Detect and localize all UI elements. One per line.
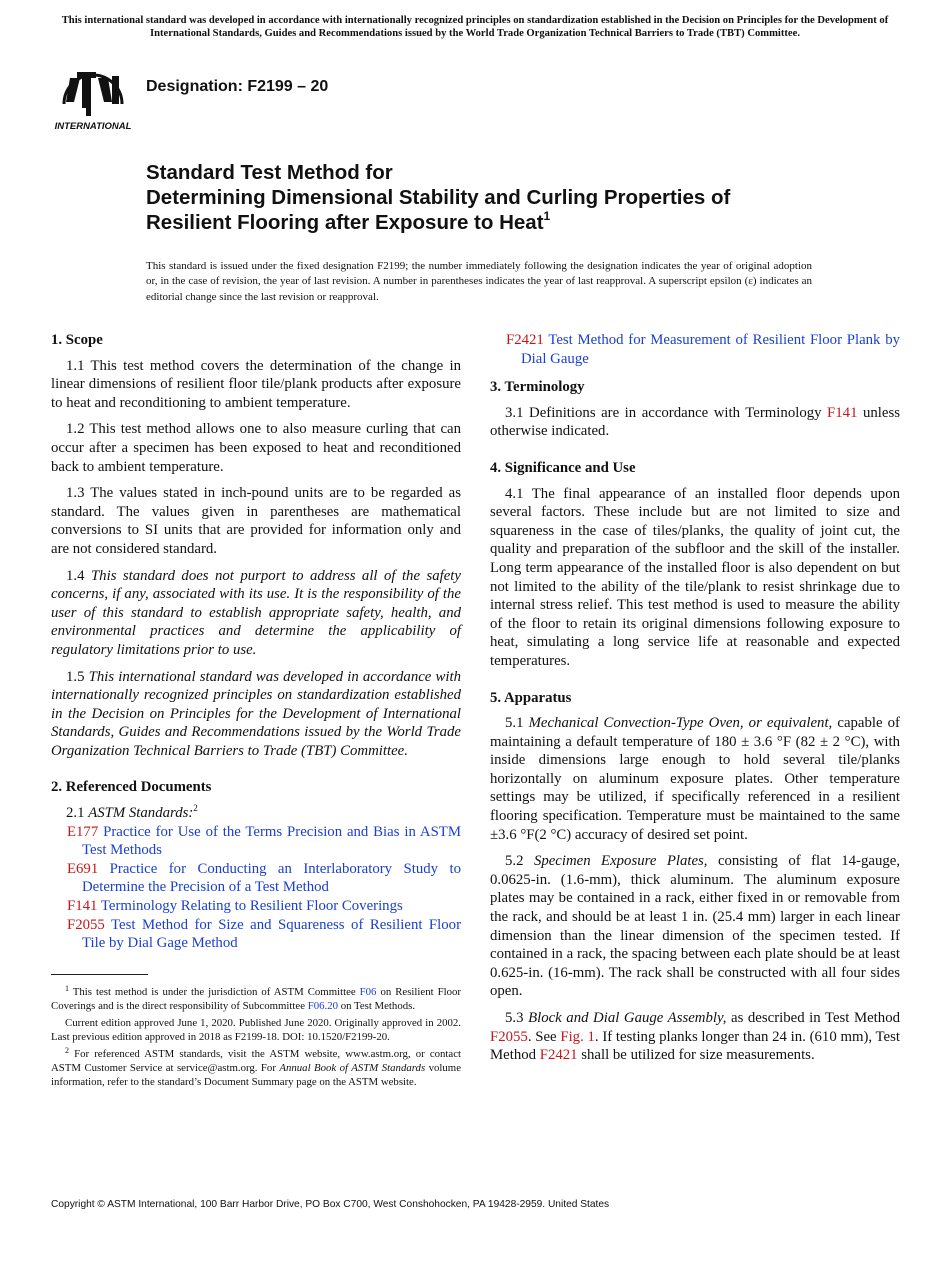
document-title (146, 160, 886, 235)
ref-f2421[interactable]: F2421 Test Method for Measurement of Resilient Floor Plank by Dial Gauge (506, 332, 900, 367)
scope-1-2: 1.2 This test method allows one to also measure curling that can occur after a specimen has been exposed to heat and reconditioned back to ambient temperature. (51, 421, 461, 475)
footnotes (51, 986, 461, 1093)
ref-e691[interactable]: E691 Practice for Conducting an Interlaboratory Study to Determine the Precision of a Test Method (67, 860, 461, 896)
left-column (51, 331, 461, 953)
terminology-3-1: 3.1 Definitions are in accordance with Terminology F141 unless otherwise indicated. (490, 404, 900, 440)
copyright: Copyright © ASTM International, 100 Barr Harbor Drive, PO Box C700, West Conshohocken, PA 19428-2959. United States (51, 1199, 610, 1210)
title-footnote-mark: 1 (543, 209, 551, 223)
link-f141[interactable]: F141 (827, 404, 858, 421)
designation: Designation: F2199 – 20 (146, 78, 329, 95)
scope-1-3: 1.3 The values stated in inch-pound units are to be regarded as standard. The values given in parentheses are mathematical conversions to SI units that are provided for information only and are not considered standard. (51, 485, 461, 557)
link-f2421[interactable]: F2421 (539, 1047, 578, 1064)
title-line-1: Standard Test Method for (146, 161, 393, 184)
significance-heading: 4. Significance and Use (490, 459, 636, 476)
footnote-1-edition: Current edition approved June 1, 2020. Published June 2020. Originally approved in 2002. Last previous edition approved in 2018 as F2199-18. DOI: 10.1520/F2199-20. (51, 1017, 461, 1043)
ref-f141[interactable]: F141 Terminology Relating to Resilient Floor Coverings (67, 898, 403, 915)
right-column (490, 331, 900, 1073)
astm-logo (50, 58, 136, 134)
top-notice: This international standard was developed in accordance with internationally recognized principles on standardization established in the Decision on Principles for the Development of International Standards, Guides and Recommendations issued by the World Trade Organization Technical Barriers to Trade (TBT) Committee. (61, 15, 889, 39)
title-line-3: Resilient Flooring after Exposure to Heat$^1$ (146, 209, 551, 234)
apparatus-5-2: 5.2 Specimen Exposure Plates, consisting of flat 14-gauge, 0.0625-in. (1.6-mm), thick aluminum. The aluminum exposure plates may be contained in a rack, either fixed in or removable from the rack, and should be at least 1 in. (25.4 mm) larger in each linear dimension than the linear dimension of the specimen tested. If contained in a rack, the spacing between each plate should be at least 0.625-in. (16-mm). The rack shall be constructed with all four sides open. (490, 853, 901, 1000)
referenced-heading: 2. Referenced Documents (51, 779, 212, 796)
scope-1-5: 1.5 This international standard was developed in accordance with internationally recognized principles on standardization established in the Decision on Principles for the Development of International Standards, Guides and Recommendations issued by the World Trade Organization Technical Barriers to Trade (TBT) Committee. (51, 668, 461, 759)
title-line-2: Determining Dimensional Stability and Curling Properties of (146, 186, 731, 209)
scope-1-1: 1.1 This test method covers the determination of the change in linear dimensions of resilient floor tile/plank products after exposure to heat and reconditioning to ambient temperature. (51, 357, 461, 411)
footnote-rule (51, 974, 148, 975)
footnote-1: $^1$ This test method is under the jurisdiction of ASTM Committee F06 on Resilient Floor Coverings and is the direct responsibility of Subcommittee F06.20 on Test Methods. (51, 984, 461, 1012)
apparatus-5-3: 5.3 Block and Dial Gauge Assembly, as described in Test Method F2055. See Fig. 1. If testing planks longer than 24 in. (610 mm), Test Method F2421 shall be utilized for size measurements. (490, 1010, 900, 1064)
logo-text: INTERNATIONAL (54, 121, 132, 132)
terminology-heading: 3. Terminology (490, 379, 585, 396)
apparatus-5-1: 5.1 Mechanical Convection-Type Oven, or equivalent, capable of maintaining a default temperature of 180 ± 3.6 °F (82 ± 2 °C), with inside dimensions large enough to hold several tile/planks horizontally on aluminum exposure plates. Other temperature settings may be utilized, if specifically referenced in a resilient flooring specification. Temperature must be maintained to the same ±3.6 °F(2 °C) accuracy of desired set point. (490, 715, 900, 843)
link-f06[interactable]: F06 (359, 986, 377, 998)
ref-f2055[interactable]: F2055 Test Method for Size and Squareness of Resilient Floor Tile by Dial Gage Method (67, 916, 461, 952)
scope-heading: 1. Scope (51, 332, 103, 348)
link-f06-20[interactable]: F06.20 (307, 999, 338, 1012)
link-f2055[interactable]: F2055 (490, 1028, 528, 1045)
astm-standards-label: 2.1 ASTM Standards:$^2$ (66, 803, 198, 822)
issuance-note: This standard is issued under the fixed designation F2199; the number immediately following the designation indicates the year of original adoption or, in the case of revision, the year of last revision. A number in parentheses indicates the year of last reapproval. A superscript epsilon (ε) indicates an editorial change since the last revision or reapproval. (146, 260, 812, 303)
scope-1-4: 1.4 This standard does not purport to address all of the safety concerns, if any, associated with its use. It is the responsibility of the user of this standard to establish appropriate safety, health, and environmental practices and determine the applicability of regulatory limitations prior to use. (51, 567, 461, 658)
link-fig-1[interactable]: Fig. 1 (560, 1028, 595, 1045)
significance-4-1: 4.1 The final appearance of an installed floor depends upon several factors. These include but are not limited to size and squareness in the case of tiles/planks, the quality of joint cut, the quality and preparation of the subfloor and the skill of the installer. Long term appearance of the installed floor is also dependent on but not limited to the ability of the tile/plank to resist shrinkage due to internal stress relief. This test method is used to measure the ability of the floor to retain its original dimensions following exposure to heat, simulating a long service life at reasonable and expected temperatures. (490, 485, 900, 669)
footnote-2: $^2$ For referenced ASTM standards, visit the ASTM website, www.astm.org, or contact ASTM Customer Service at service@astm.org. For Annual Book of ASTM Standards volume information, refer to the standard’s Document Summary page on the ASTM website. (51, 1046, 461, 1088)
apparatus-heading: 5. Apparatus (490, 689, 572, 706)
ref-e177[interactable]: E177 Practice for Use of the Terms Precision and Bias in ASTM Test Methods (67, 823, 461, 859)
